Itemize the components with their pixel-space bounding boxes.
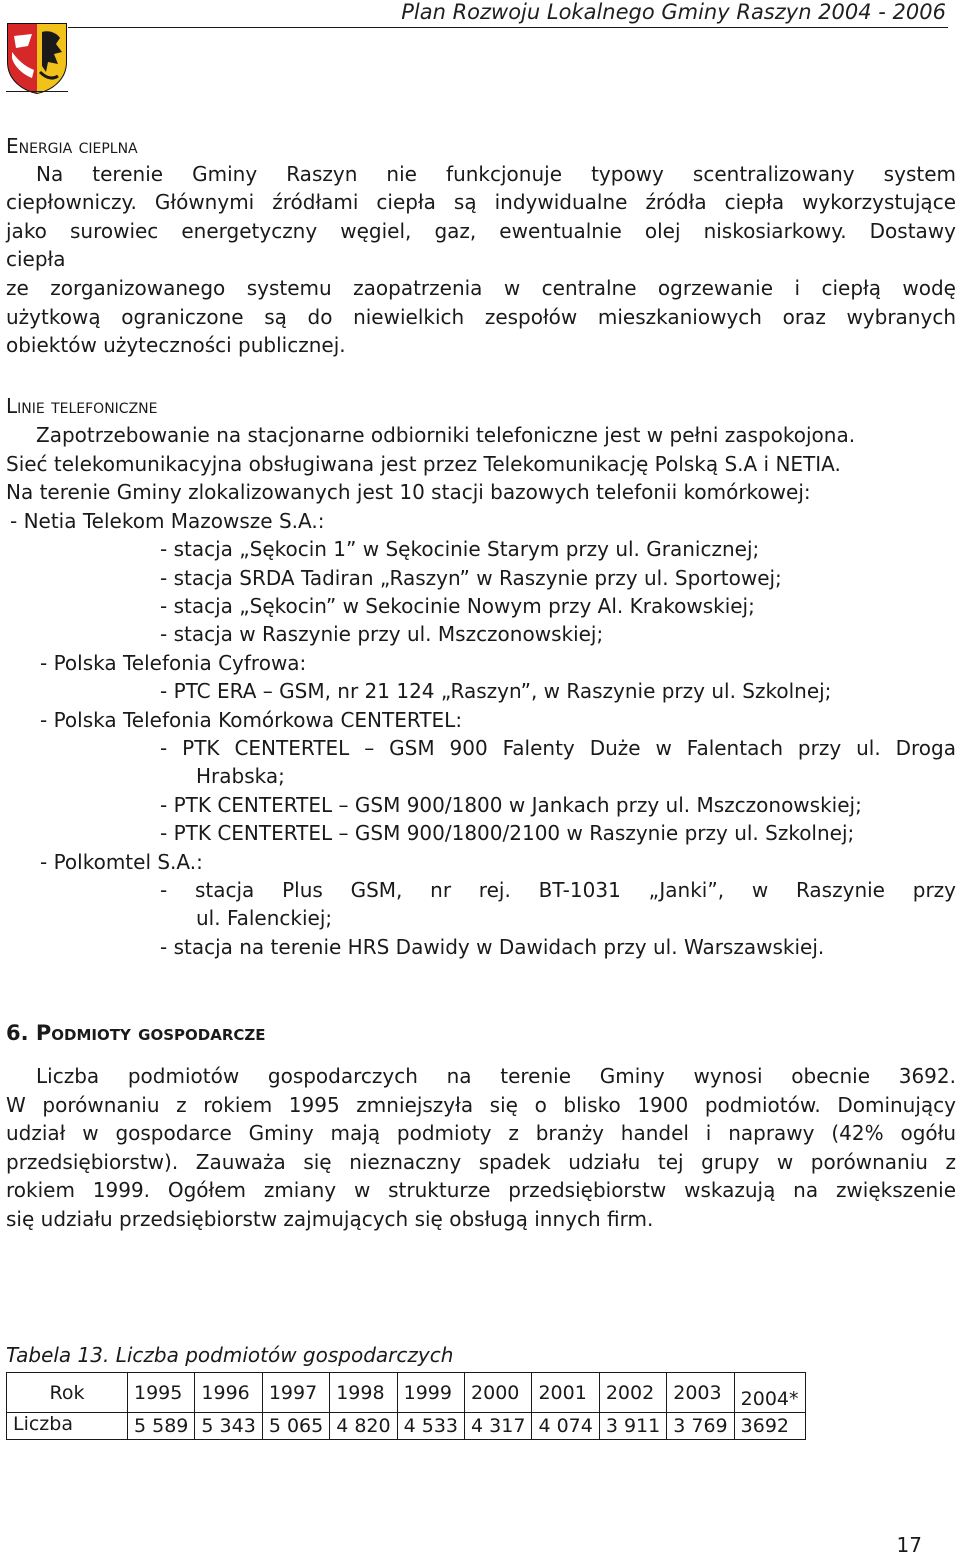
telephone-heading: Linie telefoniczne [6,394,158,418]
count-cell: 3 769 [667,1413,734,1440]
telephone-intro-1: Zapotrzebowanie na stacjonarne odbiorniki telefoniczne jest w pełni zaspokojona. [36,423,856,447]
section6-line-3: udział w gospodarce Gminy mają podmioty z branży handel i naprawy (42% ogółu [6,1121,956,1145]
year-cell: 2001 [532,1373,599,1413]
telephone-intro-2: Sieć telekomunikacyjna obsługiwana jest przez Telekomunikację Polską S.A i NETIA. [6,452,841,476]
header-rule [68,27,948,28]
operator-ptc: - Polska Telefonia Cyfrowa: [40,651,307,675]
section6-line-1: Liczba podmiotów gospodarczych na terenie Gminy wynosi obecnie 3692. [36,1064,956,1088]
energy-line-2: ciepłowniczy. Głównymi źródłami ciepła są indywidualne źródła ciepła wykorzystujące [6,190,956,214]
section6-line-5: rokiem 1999. Ogółem zmiany w strukturze przedsiębiorstw wskazują na zwiększenie [6,1178,956,1202]
table-row-years [7,1373,806,1413]
count-cell: 4 074 [532,1413,599,1440]
energy-line-4: ciepła [6,247,66,271]
section-title [6,1021,266,1045]
station-item: - stacja Plus GSM, nr rej. BT-1031 „Janki”, w Raszynie przy [160,878,956,902]
page-number: 17 [896,1533,922,1557]
station-item-continued: Hrabska; [196,764,285,788]
count-cell: 4 317 [465,1413,532,1440]
operator-polkomtel: - Polkomtel S.A.: [40,850,203,874]
station-item: - stacja SRDA Tadiran „Raszyn” w Raszynie przy ul. Sportowej; [160,566,782,590]
table-header-cell: Liczba [7,1413,128,1440]
count-cell: 4 533 [397,1413,464,1440]
count-cell: 5 065 [262,1413,329,1440]
operator-netia: - Netia Telekom Mazowsze S.A.: [10,509,325,533]
station-item: - PTC ERA – GSM, nr 21 124 „Raszyn”, w Raszynie przy ul. Szkolnej; [160,679,832,703]
enterprises-table [6,1372,806,1440]
year-cell: 1997 [262,1373,329,1413]
energy-line-6: użytkową ograniczone są do niewielkich zespołów mieszkaniowych oraz wybranych [6,305,956,329]
section-title-text: Podmioty gospodarcze [35,1021,266,1045]
section-number: 6. [6,1021,29,1045]
energy-line-5: ze zorganizowanego systemu zaopatrzenia w centralne ogrzewanie i ciepłą wodę [6,276,956,300]
station-item: - PTK CENTERTEL – GSM 900/1800 w Jankach przy ul. Mszczonowskiej; [160,793,862,817]
operator-centertel: - Polska Telefonia Komórkowa CENTERTEL: [40,708,463,732]
energy-line-7: obiektów użyteczności publicznej. [6,333,346,357]
energy-heading: Energia cieplna [6,134,138,158]
year-cell: 1995 [128,1373,195,1413]
section6-line-4: przedsiębiorstw). Zauważa się nieznaczny spadek udziału tej grupy w porównaniu z [6,1150,956,1174]
header-title: Plan Rozwoju Lokalnego Gminy Raszyn 2004 - 2006 [401,0,946,24]
section6-line-2: W porównaniu z rokiem 1995 zmniejszyła się o blisko 1900 podmiotów. Dominujący [6,1093,956,1117]
station-item: - stacja „Sękocin” w Sekocinie Nowym przy Al. Krakowskiej; [160,594,755,618]
coat-of-arms-logo [6,22,68,94]
count-cell: 5 343 [195,1413,262,1440]
year-cell: 2000 [465,1373,532,1413]
station-item: - stacja w Raszynie przy ul. Mszczonowskiej; [160,622,604,646]
energy-line-3: jako surowiec energetyczny węgiel, gaz, ewentualnie olej niskosiarkowy. Dostawy [6,219,956,243]
table-caption: Tabela 13. Liczba podmiotów gospodarczych [6,1343,454,1367]
logo-rule [6,91,68,92]
section6-line-6: się udziału przedsiębiorstw zajmujących się obsługą innych firm. [6,1207,654,1231]
station-item: - stacja „Sękocin 1” w Sękocinie Starym przy ul. Granicznej; [160,537,760,561]
year-cell: 2002 [599,1373,666,1413]
table-header-cell: Rok [7,1373,128,1413]
telephone-intro-3: Na terenie Gminy zlokalizowanych jest 10 stacji bazowych telefonii komórkowej: [6,480,811,504]
year-cell: 2004* [734,1373,805,1413]
station-item: - stacja na terenie HRS Dawidy w Dawidach przy ul. Warszawskiej. [160,935,825,959]
count-cell: 5 589 [128,1413,195,1440]
station-item: - PTK CENTERTEL – GSM 900/1800/2100 w Raszynie przy ul. Szkolnej; [160,821,855,845]
energy-line-1: Na terenie Gminy Raszyn nie funkcjonuje typowy scentralizowany system [36,162,956,186]
year-cell: 1999 [397,1373,464,1413]
station-item: - PTK CENTERTEL – GSM 900 Falenty Duże w Falentach przy ul. Droga [160,736,956,760]
count-cell: 3692 [734,1413,805,1440]
table-row-counts [7,1413,806,1440]
count-cell: 3 911 [599,1413,666,1440]
station-item-continued: ul. Falenckiej; [196,906,333,930]
year-cell: 1998 [330,1373,397,1413]
year-cell: 2003 [667,1373,734,1413]
count-cell: 4 820 [330,1413,397,1440]
year-cell: 1996 [195,1373,262,1413]
